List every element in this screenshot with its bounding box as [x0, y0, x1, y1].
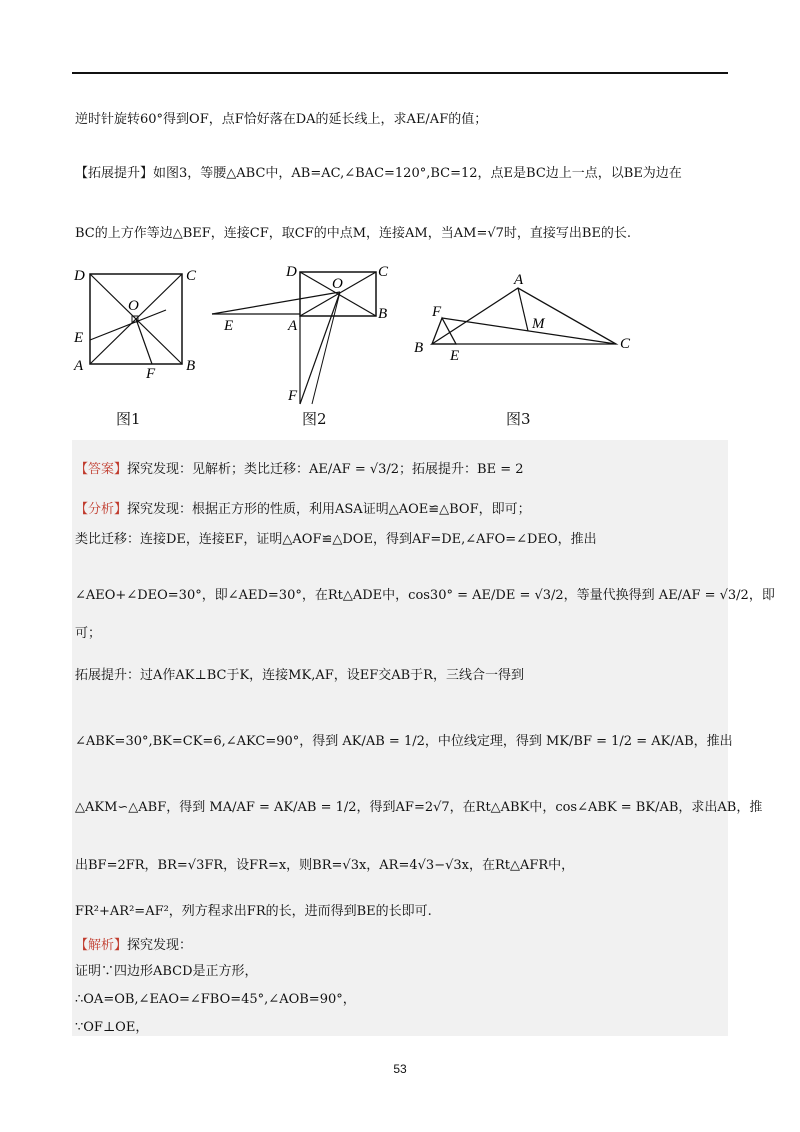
analysis-line-8: 出BF=2FR，BR=√3FR，设FR=x，则BR=√3x，AR=4√3−√3x，在Rt△AFR中，	[75, 858, 575, 873]
fig2-label-A: A	[288, 318, 298, 334]
analysis-line-9: FR²+AR²=AF²，列方程求出FR的长，进而得到BE的长即可.	[75, 904, 432, 919]
fig1-label-F: F	[146, 366, 156, 382]
figure-2	[212, 264, 389, 404]
analysis-line-7: △AKM∽△ABF，得到 MA/AF = AK/AB = 1/2，得到AF=2√7，在Rt△ABK中，cos∠ABK = BK/AB，求出AB，推	[75, 800, 763, 815]
analysis-text-1: 探究发现：根据正方形的性质，利用ASA证明△AOE≌△BOF，即可；	[127, 502, 531, 517]
fig1-label-C: C	[186, 268, 197, 284]
fig1-label-E: E	[74, 330, 84, 346]
fig1-caption: 图1	[116, 410, 141, 428]
fig2-label-D: D	[286, 264, 297, 280]
intro-line-2: 【拓展提升】如图3，等腰△ABC中，AB=AC,∠BAC=120°,BC=12，点E是BC边上一点，以BE为边在	[75, 166, 682, 181]
geometry-figures	[60, 258, 660, 418]
figures-row	[60, 258, 660, 438]
fig3-label-M: M	[532, 316, 545, 332]
fig3-caption: 图3	[506, 410, 531, 428]
fig2-label-C: C	[378, 264, 389, 280]
answer-line	[75, 458, 524, 477]
answer-tag: 【答案】	[75, 462, 128, 477]
answer-text: 探究发现：见解析；类比迁移：AE/AF = √3/2；拓展提升：BE = 2	[127, 462, 524, 477]
intro-line-1: 逆时针旋转60°得到OF，点F恰好落在DA的延长线上，求AE/AF的值；	[75, 112, 488, 127]
solution-line-3: ∴OA=OB,∠EAO=∠FBO=45°,∠AOB=90°，	[75, 992, 356, 1007]
solution-line-1	[75, 934, 192, 953]
page-number: 53	[393, 1062, 407, 1076]
fig1-label-O: O	[128, 298, 139, 314]
intro-line-3: BC的上方作等边△BEF，连接CF，取CF的中点M，连接AM，当AM=√7时，直接写出BE的长.	[75, 226, 632, 241]
analysis-line-6: ∠ABK=30°,BK=CK=6,∠AKC=90°，得到 AK/AB = 1/2，中位线定理，得到 MK/BF = 1/2 = AK/AB，推出	[75, 734, 733, 749]
fig1-label-A: A	[74, 358, 84, 374]
fig3-label-C: C	[620, 336, 631, 352]
fig3-label-B: B	[414, 340, 424, 356]
solution-text-1: 探究发现：	[127, 938, 193, 953]
figure-3	[414, 272, 631, 364]
fig2-label-O: O	[332, 276, 343, 292]
solution-tag: 【解析】	[75, 938, 128, 953]
figure-1	[73, 268, 197, 382]
solution-line-2: 证明∵四边形ABCD是正方形，	[75, 964, 258, 979]
fig1-label-D: D	[74, 268, 85, 284]
analysis-line-3: ∠AEO+∠DEO=30°，即∠AED=30°，在Rt△ADE中，cos30° = AE/DE = √3/2，等量代换得到 AE/AF = √3/2，即	[75, 588, 775, 603]
fig2-label-B: B	[378, 306, 388, 322]
fig3-label-A: A	[514, 272, 524, 288]
solution-line-4: ∵OF⊥OE，	[75, 1020, 149, 1035]
fig2-caption: 图2	[302, 410, 327, 428]
analysis-line-2: 类比迁移：连接DE，连接EF，证明△AOF≌△DOE，得到AF=DE,∠AFO=∠DEO，推出	[75, 532, 597, 547]
fig3-label-E: E	[450, 348, 460, 364]
fig2-label-E: E	[224, 318, 234, 334]
analysis-line-4: 可；	[75, 626, 102, 641]
fig2-label-F: F	[288, 388, 298, 404]
header-rule	[72, 72, 728, 74]
analysis-line-5: 拓展提升：过A作AK⊥BC于K，连接MK,AF，设EF交AB于R，三线合一得到	[75, 668, 524, 683]
fig1-label-B: B	[186, 358, 196, 374]
analysis-tag: 【分析】	[75, 502, 128, 517]
fig3-label-F: F	[432, 304, 442, 320]
analysis-line-1	[75, 498, 531, 517]
